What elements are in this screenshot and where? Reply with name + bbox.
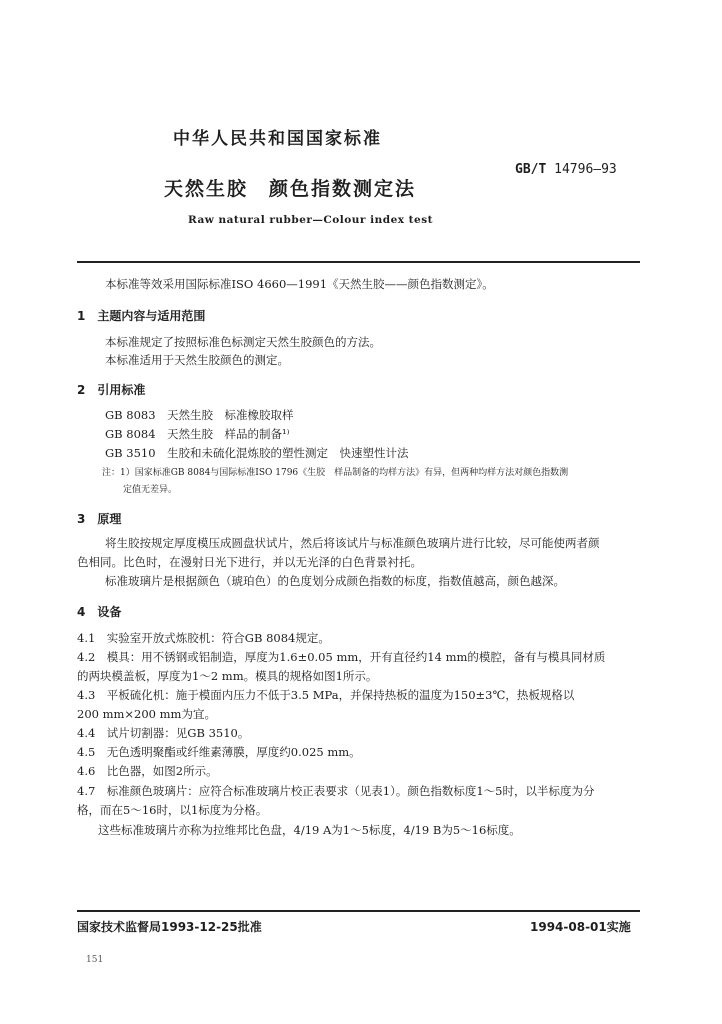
standard-number — [515, 162, 617, 177]
intro-text: 本标准等效采用国际标准ISO 4660—1991《天然生胶——颜色指数测定》。 — [105, 277, 494, 291]
item-4-3-line-1: 4.3 平板硫化机：施于模面内压力不低于3.5 MPa，并保持热板的温度为150±3℃，热板规格以 — [77, 688, 575, 702]
bottom-divider — [77, 910, 640, 912]
reference-2: GB 8084 天然生胶 样品的制备¹⁾ — [105, 427, 290, 441]
section-1-line-1: 本标准规定了按照标准色标测定天然生胶颜色的方法。 — [105, 335, 381, 349]
item-4-6: 4.6 比色器，如图2所示。 — [77, 764, 218, 778]
org-title: 中华人民共和国国家标准 — [173, 129, 382, 149]
title-cn: 天然生胶 颜色指数测定法 — [164, 178, 417, 200]
section-3-heading: 3 原理 — [77, 512, 122, 526]
item-4-2-line-1: 4.2 模具：用不锈钢或铝制造，厚度为1.6±0.05 mm，开有直径约14 mm的模腔，备有与模具同材质 — [77, 650, 606, 664]
item-4-7-line-3: 这些标准玻璃片亦称为拉维邦比色盘，4/19 A为1～5标度，4/19 B为5～16标度。 — [98, 823, 521, 837]
standard-prefix: GB/T — [515, 162, 547, 177]
note-line-1: 注：1）国家标准GB 8084与国际标准ISO 1796《生胶 样品制备的均样方法》有异，但两种均样方法对颜色指数测 — [102, 468, 569, 478]
item-4-2-line-2: 的两块模盖板，厚度为1～2 mm。模具的规格如图1所示。 — [77, 669, 378, 683]
item-4-7-line-2: 格，而在5～16时，以1标度为分格。 — [77, 803, 268, 817]
section-1-heading: 1 主题内容与适用范围 — [77, 309, 206, 323]
section-3-line-2: 色相同。比色时，在漫射日光下进行，并以无光泽的白色背景衬托。 — [77, 555, 422, 569]
section-3-line-1: 将生胶按规定厚度模压成圆盘状试片，然后将该试片与标准颜色玻璃片进行比较，尽可能使两者颜 — [105, 536, 600, 550]
item-4-5: 4.5 无色透明聚酯或纤维素薄膜，厚度约0.025 mm。 — [77, 745, 361, 759]
title-en: Raw natural rubber—Colour index test — [188, 214, 433, 226]
approval-date: 国家技术监督局1993-12-25批准 — [77, 920, 262, 934]
item-4-7-line-1: 4.7 标准颜色玻璃片：应符合标准玻璃片校正表要求（见表1）。颜色指数标度1～5时，以半标度为分 — [77, 784, 595, 798]
standard-code: 14796—93 — [554, 162, 617, 177]
top-divider — [77, 261, 640, 263]
reference-3: GB 3510 生胶和未硫化混炼胶的塑性测定 快速塑性计法 — [105, 446, 409, 460]
implementation-date: 1994-08-01实施 — [530, 920, 631, 934]
item-4-4: 4.4 试片切割器：见GB 3510。 — [77, 726, 250, 740]
section-3-line-3: 标准玻璃片是根据颜色（琥珀色）的色度划分成颜色指数的标度，指数值越高，颜色越深。 — [105, 574, 565, 588]
section-2-heading: 2 引用标准 — [77, 383, 146, 397]
item-4-3-line-2: 200 mm×200 mm为宜。 — [77, 707, 216, 721]
section-1-line-2: 本标准适用于天然生胶颜色的测定。 — [105, 353, 289, 367]
item-4-1: 4.1 实验室开放式炼胶机：符合GB 8084规定。 — [77, 631, 330, 645]
section-4-heading: 4 设备 — [77, 605, 122, 619]
note-line-2: 定值无差异。 — [123, 485, 178, 495]
reference-1: GB 8083 天然生胶 标准橡胶取样 — [105, 408, 294, 422]
page-number: 151 — [86, 955, 104, 965]
